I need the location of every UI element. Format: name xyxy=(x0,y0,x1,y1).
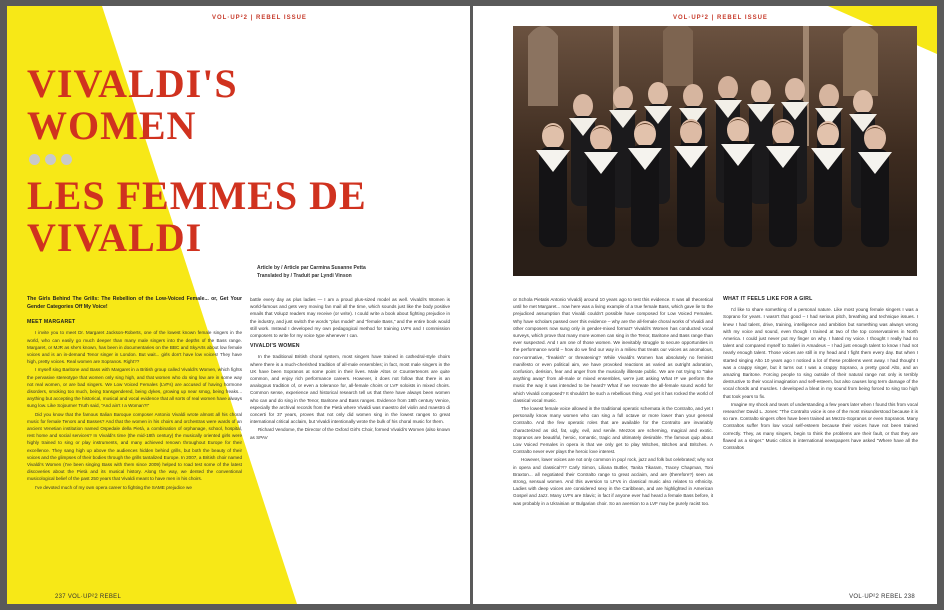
page-number-left: 237 VOL·UP²2 REBEL xyxy=(55,594,122,600)
divider-dots xyxy=(29,154,72,165)
paragraph: I myself sing Baritone and Bass with Margaret in a British group called Vivaldi's Women, which fights the pervasive stereotype that women only sing high, and that women who do sing low are in some way not real women, or are bad singers. We Low Voiced Females (LVFs) are accused of having hormone disorders, smoking too much, being transgendered, being dykes, growing up near smog, being freaks... anything but accepting the historical, musical and vocal evidence that all sorts of real women have always sung low. Like Sojourner Truth said, "And ain't I a Woman?!" xyxy=(27,367,242,409)
paragraph: Did you know that the famous Italian Baroque composer Antonio Vivaldi wrote almost all his choral music for female Tenors and Basses? And that the women in his choirs and orchestras were wards of an ancient Venetian institution named Ospedale della Pietà, a combination of orphanage, school, hospital, rest home and social services? In Vivaldi's time (the mid-18th century) the musically oriented girls were highly trained to sing or play instruments, and many achieved renown throughout Europe for their excellence. They sang high up above the audiences hidden behind grills, but both the beauty of their voices and the glimpses of their bodies through the grills tantalized Europe. In 2007, a British choir named Vivaldi's Women (I've been singing Bass with them since 2009) helped to road test some of the latest discoveries about the Pietà and its musical history. Along the way, we dented the conventional musicological belief of the past 250 years that Vivaldi meant to have men in his choirs. xyxy=(27,411,242,482)
heading-meet-margaret: MEET MARGARET xyxy=(27,319,76,326)
paragraph: However, lower voices are not only common in pop/ rock, jazz and folk but celebrated; why not in opera and classical?!? Carly Simon, Liliana Buttler, Tanita Tikaram, Tracey Chapman, Toni Braxton... all negotiated their Contralto range to great acclaim, and are (therefore?) seen as strong, sensual women. And this aversion to LFVs in classical music also relates to ethnicity. Ladies with deep voices are considered sexy in the Caribbean, and are highlighted in American Gospel and Jazz. Many LVFs are Slavic; in fact if anyone ever had heard a female Bass before, it was probably in a Ukrainian or Bulgarian choir. So an aversion to a LVF may be purely racist too. xyxy=(513,457,713,506)
heading-what-it-feels-like: WHAT IT FEELS LIKE FOR A GIRL xyxy=(723,296,813,302)
paragraph: I've devoted much of my own opera career to fighting the SAME prejudice we xyxy=(35,484,192,490)
paragraph: The lowest female voice allowed in the traditional operatic schemata is the Contralto, and yet I personally know many women who can sing a full octave or more lower than your general Contralto. And the few operatic roles that are available for the Contralto are invariably characterized as old, fat, ugly, evil, and senile. Mezzos are scheming, magical and exotic. Sopranos are beautiful, heroic, romantic, tragic and ultimately desirable. The famous quip about Low Voiced Females in opera is that we only get to play Witches, Bitches and Britches. A Contralto never ever plays the heroic love interest. xyxy=(513,406,713,455)
right-page xyxy=(473,6,937,604)
dot xyxy=(61,154,72,165)
paragraph: or Schola Pietatis Antonio Vivaldi) around 10 years ago to test this evidence. It was all theoretical until he met Margaret... now here was a living example of a true female Bass, which gave lie to the prejudiced assumption that Vivaldi couldn't possible have composed for Low Voiced Females. Why have scholars passed over this evidence – why are the all-female choral works of Vivaldi and other composers now sung only in gender-mixed format? Vivaldi's Women has conducted vocal surveys, which prove that many more women can sing in the Tenor, Baritone and Bass range than ever suspected. And I am one of those women. We inevitably struggle to secure opportunities in the performance world – how do we find our way in a milieu that treats our voices as anomalous, non-normative, "freakish" or threatening? While Vivaldi's Women has absolutely no feminist manifesto or even political aim, we have provoked reactions as varied as outright adoration, confusion, derision, fear and anger from the musically illiterate public. We are not trying to "take anything away" from all-male or mixed ensembles, we're just asking What IF we perform the music the way it was intended to be heard? What if we recreate the all-female sound world for which Vivaldi composed? It shouldn't be such a rebellious thing. And yet it has rocked the world of classical vocal music. xyxy=(513,297,713,403)
column-1 xyxy=(27,296,242,492)
heading-vivaldis-women: VIVALDI'S WOMEN xyxy=(250,343,300,350)
article-lead: The Girls Behind The Grills: The Rebellion of the Low-Voiced Female... or, Get Your Gender Categories Off My Voice! xyxy=(27,296,242,310)
running-header-left: VOL·UP²2 | REBEL ISSUE xyxy=(212,15,307,21)
title-vivaldis: VIVALDI'S xyxy=(27,61,238,106)
paragraph: battle every day as plus ladies — I am a proud plus-sized model as well. Vivaldi's Women is world-famous and gets very moving fan mail all the time, which sounds just like the body positive emails that Volup2 readers may receive (or write). I could write a book about fighting prejudice in the industry, and just switch the words "plus model" and "female Bass," and the entire book would still work. Instead I developed my own pedagogical method for training LVFs and I commission composers to write for my voice type whenever I can. xyxy=(250,297,450,339)
left-page xyxy=(7,6,470,604)
page-number-right: VOL·UP²2 REBEL 238 xyxy=(849,594,915,600)
byline-author: Article by / Article par Carmina Susanne Petta xyxy=(257,265,366,271)
column-4 xyxy=(723,296,918,452)
byline-translator: Translated by / Traduit par Lyndi Vinson xyxy=(257,273,352,279)
byline xyxy=(257,264,366,280)
column-2 xyxy=(250,296,450,442)
paragraph: I invite you to meet Dr. Margaret Jackson-Roberts, one of the lowest known female singers in the world, who can easily go much deeper than many male singers into the depths of the Bass range. Margaret, or MJR as she's known, has been in documentaries on the BBC and SkyArts about low female voices and is an in-demand Tenor singer in London. But wait... girls don't have low voices! They have high, pretty voices. Real women are Sopranos. Right?? xyxy=(27,330,242,365)
paragraph: I'd like to share something of a personal nature. Like most young female singers I was a Soprano for years. I wasn't that good – I had serious pitch, breathing and technique issues. I knew I had talent, drive, training, intelligence and ambition but something was always wrong with my voice and sound, even though I trained at two of the top conservatoires in North America. I could just never put my finger on why. I hated my voice. I thought I really had no talent and compared myself to Salieri in Amadeus – I had just enough talent to know I had not nearly enough talent. Those voices are still in my head and I fight them every day. But when I started singing Alto 10 years ago I noticed a lot of these problems went away. I had thought I was a crappy singer, but it turns out I was a crappy Soprano, a pretty good Alto, and an amazing Baritone. Forcing people to sing outside of their natural range not only is terribly destructive to their vocal imagination and self-esteem, but also causes long term damage of the vocal chords and muscles. I developed a bleat in my sound from being forced to sing too high that took years to fix. xyxy=(723,307,918,399)
choir-photo xyxy=(513,26,917,276)
title-les-femmes-de: LES FEMMES DE xyxy=(27,173,367,218)
paragraph: Richard Vendome, the Director of the Oxford Girl's Choir, formed Vivaldi's Women (also known as SPAV xyxy=(250,427,450,440)
column-3 xyxy=(513,296,713,508)
title-vivaldi-fr: VIVALDI xyxy=(27,215,203,260)
dot xyxy=(45,154,56,165)
paragraph: In the traditional British choral system, most singers have trained in cathedral-style choirs where there is a much-cherished tradition of all-male ensembles; in fact, most male singers in the UK have been Sopranos at some point in their lives. Male Altos or Countertenors are quite common, and enjoy rich performance careers. However, it does not follow that there is an analogous tradition of, or even a tolerance for, all-female choirs or LVF soloists in mixed choirs. Common sense, experience and historical research tell us that there have always been women who can and do sing in the Tenor, Baritone and Bass ranges. Evidence from 18th century Venice, especially the archival records from the Pietà where Vivaldi was maestro del violin and maestro di concerti for 37 years, proves that not only did women sing in the lowest ranges to great international critical acclaim, but Vivaldi intentionally wrote the bulk of his choral music for them. xyxy=(250,354,450,425)
running-header-right: VOL·UP²2 | REBEL ISSUE xyxy=(673,15,768,21)
paragraph: Imagine my shock and tears of understanding a few years later when I found this from vocal researcher David L. Jones: "The Contralto voice is one of the most misunderstood because it is so rare. Contralto singers often have been trained as Mezzo-Sopranos or even Sopranos. Many Contraltos suffer from low vocal self-esteem because their voices have not been trained correctly. They, as many singers, begin to think the problems are their fault, or that they are flawed as a singer." Music critics in international newspapers have asked "Where have all the Contraltos xyxy=(723,401,918,451)
dot xyxy=(29,154,40,165)
title-women: WOMEN xyxy=(27,103,197,148)
